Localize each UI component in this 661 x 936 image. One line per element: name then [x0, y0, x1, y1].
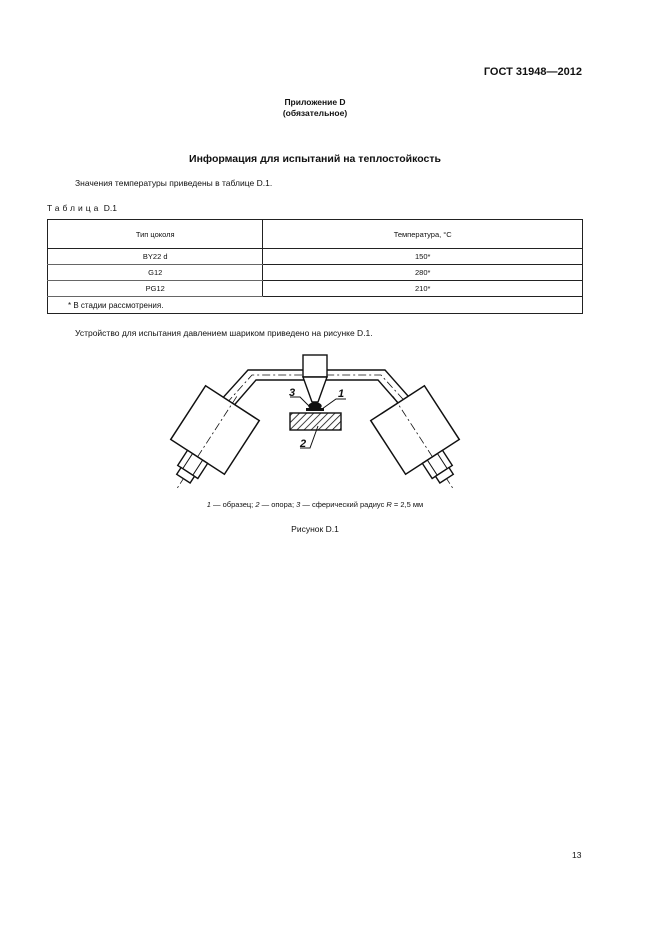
callout-2: 2	[300, 438, 307, 450]
legend-radius-symbol: R	[386, 500, 392, 509]
table-caption-word: Таблица	[47, 203, 102, 213]
table-row	[48, 281, 583, 297]
table-footnote-row	[48, 297, 583, 314]
section-title: Информация для испытаний на теплостойкость	[189, 153, 441, 165]
figure-caption: Рисунок D.1	[291, 524, 339, 534]
table-caption-number: D.1	[103, 203, 117, 213]
legend-text-1: — образец;	[210, 500, 256, 509]
callout-3: 3	[289, 387, 296, 399]
table-cell: 280*	[263, 265, 583, 281]
table-row	[48, 265, 583, 281]
indenter-nozzle	[303, 355, 327, 409]
table-cell: G12	[48, 265, 263, 281]
figure-intro-paragraph: Устройство для испытания давлением шариком приведено на рисунке D.1.	[75, 328, 373, 338]
table-cell: 210*	[263, 281, 583, 297]
annex-status: (обязательное)	[282, 108, 348, 118]
page-number: 13	[572, 850, 582, 860]
table-cell: BY22 d	[48, 249, 263, 265]
ball-pressure-test-device-drawing	[150, 350, 480, 495]
legend-text-3: — сферический радиус	[300, 500, 387, 509]
table-footnote: * В стадии рассмотрения.	[48, 297, 583, 314]
legend-num-2: 2	[255, 500, 260, 509]
legend-num-3: 3	[296, 500, 301, 509]
left-weight-block	[150, 379, 264, 495]
table-caption	[47, 203, 117, 213]
legend-text-4: = 2,5 мм	[391, 500, 424, 509]
right-weight-block	[366, 379, 480, 495]
figure-legend	[0, 500, 630, 509]
document-code: ГОСТ 31948—2012	[483, 66, 582, 78]
table-row	[48, 249, 583, 265]
table-cell: 150*	[263, 249, 583, 265]
support-block	[290, 413, 341, 430]
legend-num-1: 1	[206, 500, 211, 509]
table-cell: PG12	[48, 281, 263, 297]
header-cell-base-type: Тип цоколя	[48, 220, 263, 249]
specimen-sample	[306, 408, 324, 411]
legend-text-2: — опора;	[259, 500, 297, 509]
temperature-table	[47, 219, 583, 314]
header-cell-temperature: Температура, °С	[263, 220, 583, 249]
intro-paragraph: Значения температуры приведены в таблице D.1.	[75, 178, 273, 188]
annex-title: Приложение D	[284, 97, 346, 107]
callout-1: 1	[338, 388, 345, 400]
